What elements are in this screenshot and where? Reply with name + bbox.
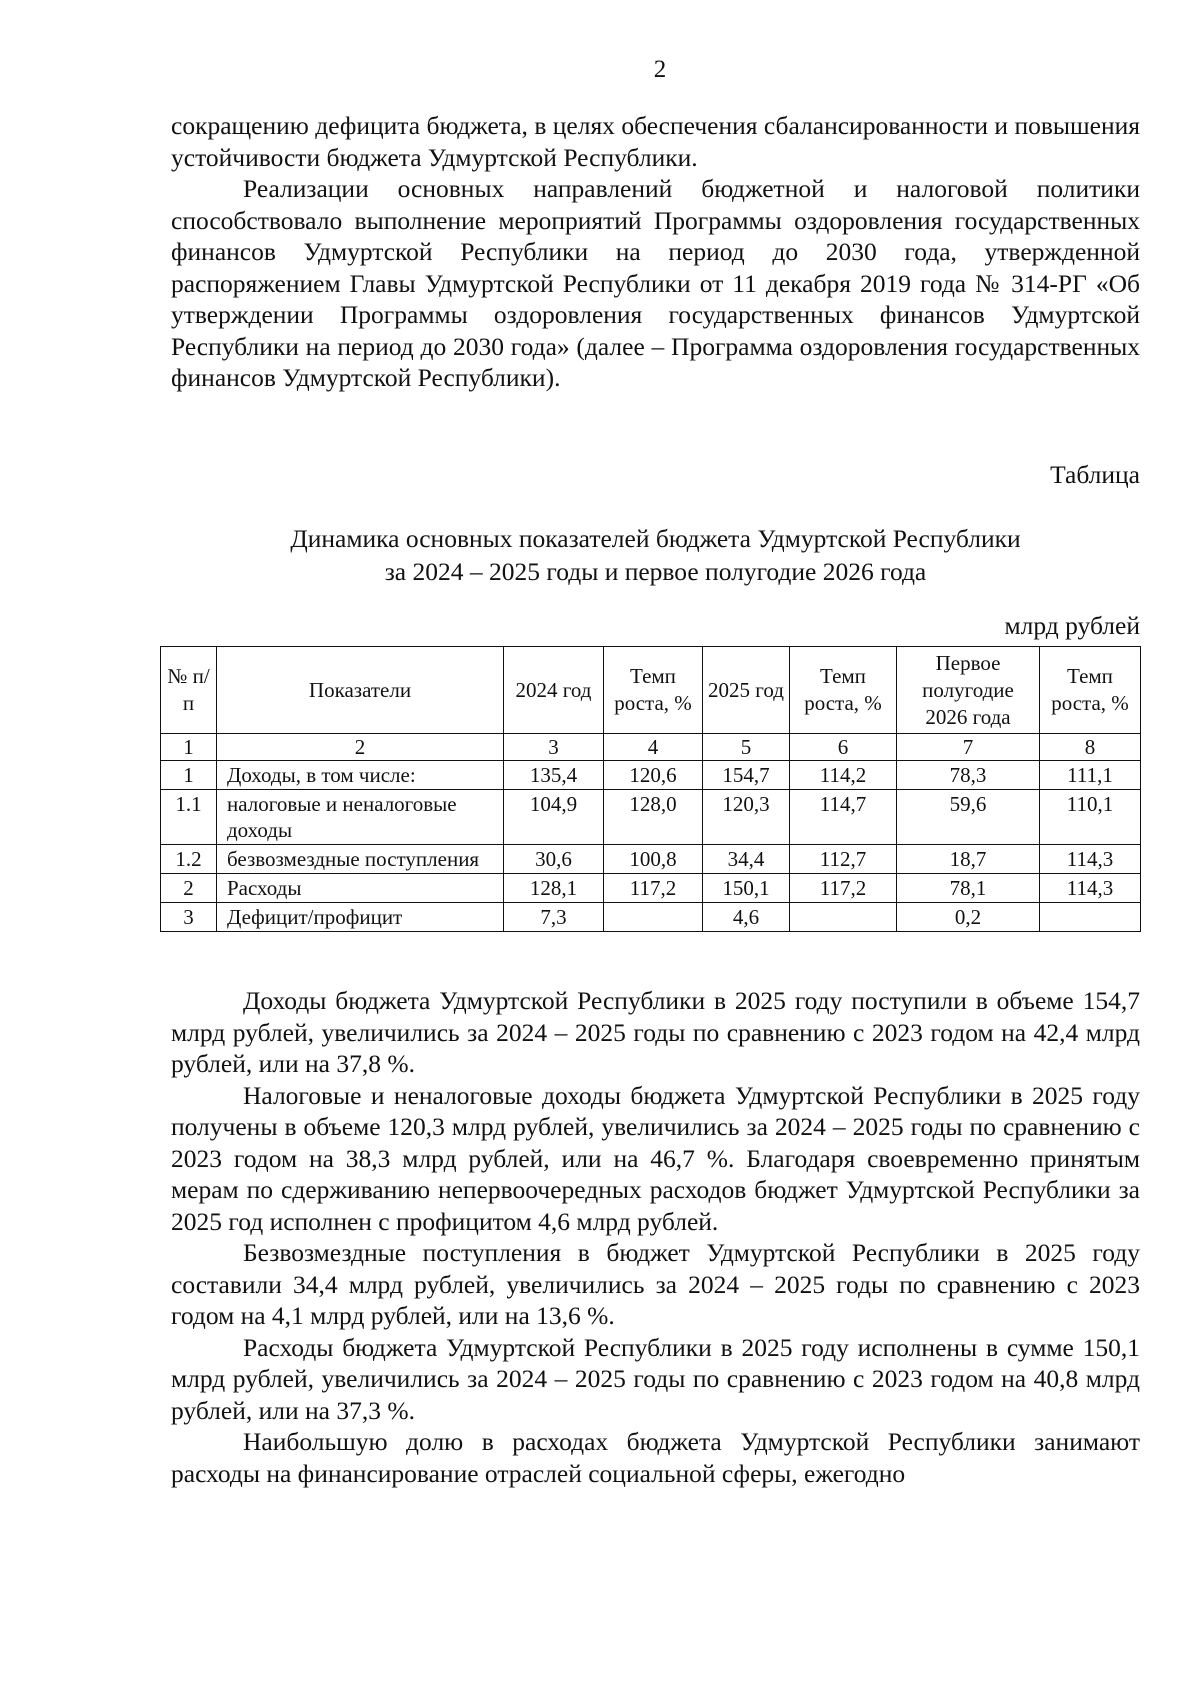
budget-table bbox=[160, 646, 1141, 932]
value-cell: 4,6 bbox=[703, 903, 790, 932]
index-cell: 7 bbox=[897, 734, 1040, 761]
value-cell: 100,8 bbox=[604, 845, 703, 874]
table-title-line: Динамика основных показателей бюджета Удмуртской Республики bbox=[290, 524, 1021, 553]
indicator-cell: безвозмездные поступления bbox=[217, 845, 504, 874]
value-cell: 114,7 bbox=[790, 790, 897, 845]
value-cell: 34,4 bbox=[703, 845, 790, 874]
table-index-row bbox=[161, 734, 1141, 761]
index-cell: 5 bbox=[703, 734, 790, 761]
header-cell: Темп роста, % bbox=[790, 647, 897, 734]
row-number-cell: 2 bbox=[161, 874, 217, 903]
header-cell: Темп роста, % bbox=[604, 647, 703, 734]
row-number-cell: 1 bbox=[161, 761, 217, 790]
value-cell: 117,2 bbox=[790, 874, 897, 903]
analysis-text bbox=[171, 985, 1140, 1489]
value-cell: 104,9 bbox=[504, 790, 604, 845]
value-cell: 120,3 bbox=[703, 790, 790, 845]
value-cell: 110,1 bbox=[1040, 790, 1141, 845]
value-cell: 30,6 bbox=[504, 845, 604, 874]
indicator-cell: Дефицит/профицит bbox=[217, 903, 504, 932]
value-cell: 135,4 bbox=[504, 761, 604, 790]
row-number-cell: 3 bbox=[161, 903, 217, 932]
indicator-cell: налоговые и неналоговые доходы bbox=[217, 790, 504, 845]
value-cell: 112,7 bbox=[790, 845, 897, 874]
index-cell: 4 bbox=[604, 734, 703, 761]
value-cell: 114,3 bbox=[1040, 874, 1141, 903]
paragraph: Безвозмездные поступления в бюджет Удмуртской Республики в 2025 году составили 34,4 млрд рублей, увеличились за 2024 – 2025 годы по сравнению с 2023 годом на 4,1 млрд рублей, или на 13,6 %. bbox=[171, 1238, 1140, 1330]
table-title-line: за 2024 – 2025 годы и первое полугодие 2026 года bbox=[384, 557, 927, 586]
value-cell bbox=[790, 903, 897, 932]
header-cell: 2025 год bbox=[703, 647, 790, 734]
value-cell: 7,3 bbox=[504, 903, 604, 932]
value-cell: 111,1 bbox=[1040, 761, 1141, 790]
value-cell: 150,1 bbox=[703, 874, 790, 903]
value-cell: 128,1 bbox=[504, 874, 604, 903]
value-cell: 128,0 bbox=[604, 790, 703, 845]
value-cell bbox=[604, 903, 703, 932]
indicator-cell: Доходы, в том числе: bbox=[217, 761, 504, 790]
value-cell: 154,7 bbox=[703, 761, 790, 790]
value-cell: 120,6 bbox=[604, 761, 703, 790]
header-cell: № п/п bbox=[161, 647, 217, 734]
index-cell: 2 bbox=[217, 734, 504, 761]
table-row bbox=[161, 761, 1141, 790]
header-cell: Темп роста, % bbox=[1040, 647, 1141, 734]
paragraph: Налоговые и неналоговые доходы бюджета Удмуртской Республики в 2025 году получены в объеме 120,3 млрд рублей, увеличились за 2024 – 2025 годы по сравнению с 2023 годом на 38,3 млрд рублей, или на 46,7 %. Благодаря своевременно принятым мерам по сдерживанию непервоочередных расходов бюджет Удмуртской Республики за 2025 год исполнен с профицитом 4,6 млрд рублей. bbox=[171, 1080, 1140, 1236]
table-row bbox=[161, 845, 1141, 874]
index-cell: 6 bbox=[790, 734, 897, 761]
table-row bbox=[161, 790, 1141, 845]
table-label: Таблица bbox=[1050, 460, 1140, 489]
table-row bbox=[161, 903, 1141, 932]
value-cell: 114,3 bbox=[1040, 845, 1141, 874]
value-cell: 18,7 bbox=[897, 845, 1040, 874]
index-cell: 1 bbox=[161, 734, 217, 761]
paragraph: Расходы бюджета Удмуртской Республики в 2025 году исполнены в сумме 150,1 млрд рублей, увеличились за 2024 – 2025 годы по сравнению с 2023 годом на 40,8 млрд рублей, или на 37,3 %. bbox=[171, 1332, 1140, 1425]
paragraph: Доходы бюджета Удмуртской Республики в 2025 году поступили в объеме 154,7 млрд рублей, увеличились за 2024 – 2025 годы по сравнению с 2023 годом на 42,4 млрд рублей, или на 37,8 %. bbox=[171, 986, 1140, 1078]
header-cell: Показатели bbox=[217, 647, 504, 734]
value-cell: 114,2 bbox=[790, 761, 897, 790]
table-row bbox=[161, 874, 1141, 903]
row-number-cell: 1.2 bbox=[161, 845, 217, 874]
page-number: 2 bbox=[653, 56, 667, 83]
units-label: млрд рублей bbox=[1004, 611, 1140, 640]
paragraph: Наибольшую долю в расходах бюджета Удмуртской Республики занимают расходы на финансирование отраслей социальной сферы, ежегодно bbox=[171, 1427, 1140, 1488]
paragraph: сокращению дефицита бюджета, в целях обеспечения сбалансированности и повышения устойчивости бюджета Удмуртской Республики. bbox=[171, 111, 1140, 172]
table-header-row bbox=[161, 647, 1141, 734]
value-cell: 78,1 bbox=[897, 874, 1040, 903]
header-cell: Первое полугодие 2026 года bbox=[897, 647, 1040, 734]
value-cell: 0,2 bbox=[897, 903, 1040, 932]
paragraph: Реализации основных направлений бюджетной и налоговой политики способствовало выполнение мероприятий Программы оздоровления государственных финансов Удмуртской Республики на период до 2030 года, утвержденной распоряжением Главы Удмуртской Республики от 11 декабря 2019 года № 314-РГ «Об утверждении Программы оздоровления государственных финансов Удмуртской Республики на период до 2030 года» (далее – Программа оздоровления государственных финансов Удмуртской Республики). bbox=[171, 174, 1140, 392]
table-title bbox=[171, 522, 1140, 588]
value-cell: 78,3 bbox=[897, 761, 1040, 790]
value-cell: 59,6 bbox=[897, 790, 1040, 845]
value-cell bbox=[1040, 903, 1141, 932]
header-cell: 2024 год bbox=[504, 647, 604, 734]
row-number-cell: 1.1 bbox=[161, 790, 217, 845]
intro-text bbox=[171, 110, 1140, 394]
indicator-cell: Расходы bbox=[217, 874, 504, 903]
index-cell: 3 bbox=[504, 734, 604, 761]
index-cell: 8 bbox=[1040, 734, 1141, 761]
value-cell: 117,2 bbox=[604, 874, 703, 903]
